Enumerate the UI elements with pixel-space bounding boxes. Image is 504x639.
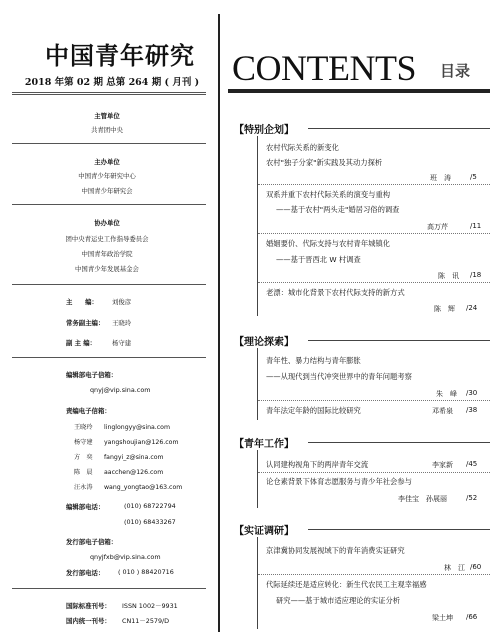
- contents-heading: CONTENTS: [232, 48, 416, 88]
- divider: [12, 204, 206, 205]
- divider: [12, 588, 206, 589]
- deputy-exec-label: 常务副主编：: [66, 319, 105, 327]
- distribution-phone-label: 发行部电话：: [66, 569, 105, 577]
- article-page: /18: [470, 271, 482, 279]
- issn-label: 国际标准刊号：: [66, 602, 111, 610]
- article-author: 邓希泉: [432, 407, 453, 415]
- article-page: /45: [466, 460, 478, 468]
- dotted-rule: [258, 233, 490, 234]
- article-page: /52: [466, 494, 478, 502]
- editor-row: [74, 452, 164, 461]
- article-page: /60: [470, 563, 482, 571]
- organizer-value: 中国青少年研究会: [81, 187, 133, 195]
- distribution-email-value: qnyjfxb@vip.sina.com: [90, 553, 161, 561]
- article-title[interactable]: 代际延续还是适应转化：新生代农民工主观幸福感: [266, 580, 427, 589]
- co-organizer-value: 中国青少年发展基金会: [75, 265, 139, 273]
- dotted-rule: [258, 400, 490, 401]
- journal-title: 中国青年研究: [45, 41, 195, 70]
- divider: [12, 357, 206, 358]
- article-subtitle[interactable]: ——基于晋西北 W 村调查: [276, 255, 361, 264]
- editor-email: wang_yongtao@163.com: [104, 484, 183, 491]
- section-rail: [257, 136, 258, 316]
- distribution-phone-value: ( 010 ) 88420716: [118, 568, 174, 576]
- editor-row: [74, 467, 163, 476]
- article-author: 梁土坤: [432, 614, 453, 622]
- article-title[interactable]: 婚姻要价、代际支持与农村青年城镇化: [266, 239, 391, 248]
- chief-editor-label: 主 编：: [66, 298, 98, 306]
- article-subtitle[interactable]: ——从现代到当代冲突世界中的青年问题考察: [266, 372, 412, 381]
- section-rule: [308, 340, 490, 341]
- article-page: /24: [466, 304, 478, 312]
- article-title[interactable]: 农村"独子分家"新实践及其动力探析: [266, 158, 383, 167]
- editor-email: yangshoujian@126.com: [104, 439, 179, 446]
- section-rule: [308, 442, 490, 443]
- editor-row: [74, 437, 179, 446]
- editor-name: 杨守建: [74, 439, 93, 446]
- sponsor-value: 共青团中央: [91, 126, 123, 134]
- article-title[interactable]: 认同建构视角下的两岸青年交流: [266, 460, 369, 469]
- deputy-exec-value: 王晓玲: [112, 319, 132, 327]
- editor-email: fangyi_z@sina.com: [104, 454, 164, 461]
- article-subtitle[interactable]: 研究——基于城市适应理论的实证分析: [276, 596, 401, 605]
- editor-email: aacchen@126.com: [104, 469, 164, 476]
- editing-phone-value: (010) 68433267: [124, 518, 176, 526]
- section-title: 【理论探索】: [234, 337, 294, 348]
- editor-name: 汪永涛: [74, 484, 93, 491]
- editor-row: [74, 482, 182, 491]
- co-organizer-value: 团中央青运史工作指导委员会: [65, 235, 149, 243]
- divider: [12, 94, 206, 95]
- distribution-email-label: 发行部电子信箱：: [66, 538, 118, 546]
- cn-label: 国内统一刊号：: [66, 617, 111, 625]
- article-author: 陈 辉: [434, 305, 455, 313]
- editor-name: 方 奕: [74, 454, 93, 461]
- editing-phone-label: 编辑部电话：: [66, 503, 105, 511]
- co-organizer-label: 协办单位: [94, 219, 120, 227]
- co-organizer-value: 中国青年政治学院: [81, 250, 133, 258]
- organizer-label: 主办单位: [94, 158, 120, 166]
- article-author: 李家新: [432, 461, 453, 469]
- dotted-rule: [258, 574, 490, 575]
- article-title[interactable]: 双系并重下农村代际关系的演变与重构: [266, 190, 391, 199]
- article-subtitle[interactable]: ——基于农村"两头走"婚居习俗的调查: [276, 205, 400, 214]
- organizer-value: 中国青少年研究中心: [78, 172, 136, 180]
- editing-email-label: 编辑部电子信箱：: [66, 371, 118, 379]
- chief-editor-value: 刘俊彦: [112, 298, 132, 306]
- article-author: 朱 峰: [436, 390, 457, 398]
- editor-name: 陈 晨: [74, 469, 93, 476]
- dotted-rule: [258, 282, 490, 283]
- deputy-value: 杨守建: [112, 339, 132, 347]
- section-rule: [308, 128, 490, 129]
- article-title[interactable]: 青年性、暴力结构与青年膨胀: [266, 356, 361, 365]
- article-title[interactable]: 老漂：城市化背景下农村代际支持的新方式: [266, 288, 405, 297]
- deputy-label: 副 主 编：: [66, 339, 97, 347]
- article-page: /66: [466, 613, 478, 621]
- article-page: /30: [466, 389, 478, 397]
- article-author: 高万芹: [427, 223, 448, 231]
- editing-email-value: qnyj@vip.sina.com: [90, 386, 151, 394]
- contents-heading-cn: 目录: [440, 62, 471, 80]
- article-title[interactable]: 农村代际关系的新变化: [266, 143, 339, 152]
- section-title: 【实证调研】: [234, 526, 294, 537]
- divider: [12, 284, 206, 285]
- dotted-rule: [258, 472, 490, 473]
- editor-email: linglongyy@sina.com: [104, 424, 170, 431]
- editing-phone-value: (010) 68722794: [124, 502, 176, 510]
- section-rail: [257, 537, 258, 629]
- section-rail: [257, 450, 258, 508]
- article-author: 李佳宝 孙展丽: [398, 495, 447, 503]
- issue-line: 2018 年第 02 期 总第 264 期 ( 月刊 ): [24, 77, 200, 88]
- article-title[interactable]: 论仓素背景下体育志愿服务与青少年社会参与: [266, 477, 412, 486]
- editors-email-label: 责编电子信箱：: [66, 407, 111, 415]
- article-author: 班 涛: [430, 174, 451, 182]
- column-divider: [218, 14, 220, 632]
- article-page: /5: [470, 173, 477, 181]
- editor-name: 王晓玲: [74, 424, 93, 431]
- issn-value: ISSN 1002－9931: [122, 602, 178, 610]
- article-title[interactable]: 京津冀协同发展视域下的青年消费实证研究: [266, 546, 405, 555]
- cn-value: CN11－2579/D: [122, 617, 170, 625]
- section-rule: [308, 529, 490, 530]
- section-rail: [257, 348, 258, 420]
- section-title: 【青年工作】: [234, 439, 294, 450]
- divider: [12, 92, 206, 93]
- sponsor-label: 主管单位: [94, 112, 120, 120]
- dotted-rule: [258, 184, 490, 185]
- article-author: 陈 讯: [438, 272, 459, 280]
- article-author: 林 江: [444, 564, 465, 572]
- article-title[interactable]: 青年法定年龄的国际比较研究: [266, 406, 361, 415]
- heading-rule: [228, 89, 490, 93]
- editor-row: [74, 422, 170, 431]
- masthead-column: [0, 0, 214, 639]
- article-page: /38: [466, 406, 478, 414]
- article-page: /11: [470, 222, 482, 230]
- section-title: 【特别企划】: [234, 125, 294, 136]
- divider: [12, 143, 206, 144]
